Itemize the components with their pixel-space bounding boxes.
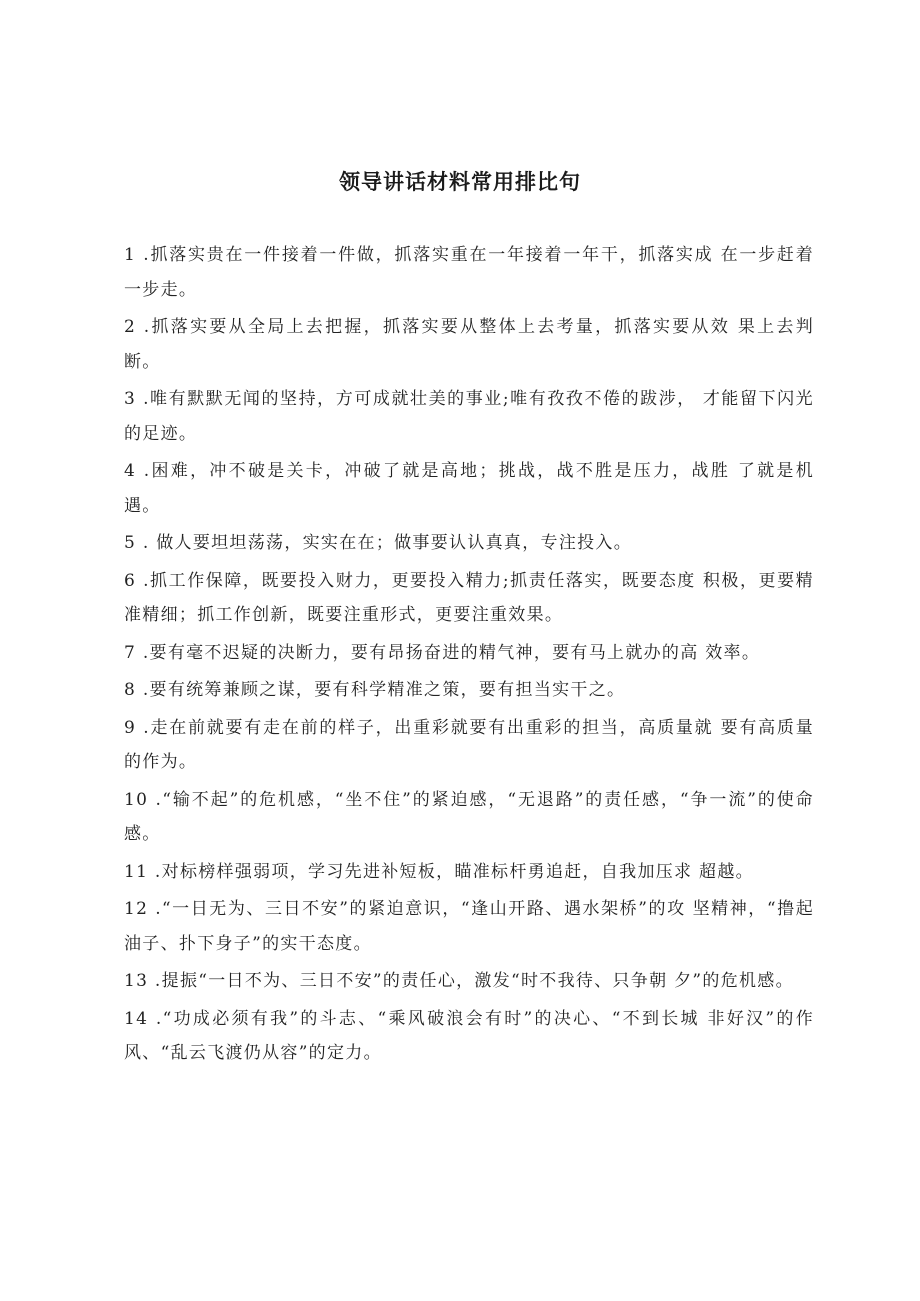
list-item: 9 .走在前就要有走在前的样子，出重彩就要有出重彩的担当，高质量就 要有高质量的作为。 (124, 717, 814, 772)
list-item: 14 .“功成必须有我”的斗志、“乘风破浪会有时”的决心、“不到长城 非好汉”的作风、“乱云飞渡仍从容”的定力。 (124, 1008, 814, 1063)
list-item: 1 .抓落实贵在一件接着一件做，抓落实重在一年接着一年干，抓落实成 在一步赶着一步走。 (124, 245, 814, 300)
list-item: 13 .提振“一日不为、三日不安”的责任心，激发“时不我待、只争朝 夕”的危机感。 (124, 971, 794, 991)
list-item: 6 .抓工作保障，既要投入财力，更要投入精力;抓责任落实，既要态度 积极，更要精准精细；抓工作创新，既要注重形式，更要注重效果。 (124, 570, 814, 625)
list-item: 5 . 做人要坦坦荡荡，实实在在；做事要认认真真，专注投入。 (124, 533, 633, 553)
list-item: 12 .“一日无为、三日不安”的紧迫意识，“逢山开路、遇水架桥”的攻 坚精神，“撸起油子、扑下身子”的实干态度。 (124, 899, 814, 954)
list-item: 4 .困难，冲不破是关卡，冲破了就是高地；挑战，战不胜是压力，战胜 了就是机遇。 (124, 461, 814, 516)
list-item: 8 .要有统筹兼顾之谋，要有科学精准之策，要有担当实干之。 (124, 680, 626, 700)
list-item: 2 .抓落实要从全局上去把握，抓落实要从整体上去考量，抓落实要从效 果上去判断。 (124, 317, 814, 372)
list-item: 10 .“输不起”的危机感，“坐不住”的紧迫感，“无退路”的责任感，“争一流”的使命感。 (124, 789, 814, 844)
sentence-list (124, 238, 814, 1074)
page-title: 领导讲话材料常用排比句 (339, 170, 581, 194)
list-item: 3 .唯有默默无闻的坚持，方可成就壮美的事业;唯有孜孜不倦的跋涉， 才能留下闪光的足迹。 (124, 389, 814, 444)
list-item: 11 .对标榜样强弱项，学习先进补短板，瞄准标杆勇追赶，自我加压求 超越。 (124, 861, 754, 882)
list-item: 7 .要有毫不迟疑的决断力，要有昂扬奋进的精气神，要有马上就办的高 效率。 (124, 642, 761, 663)
